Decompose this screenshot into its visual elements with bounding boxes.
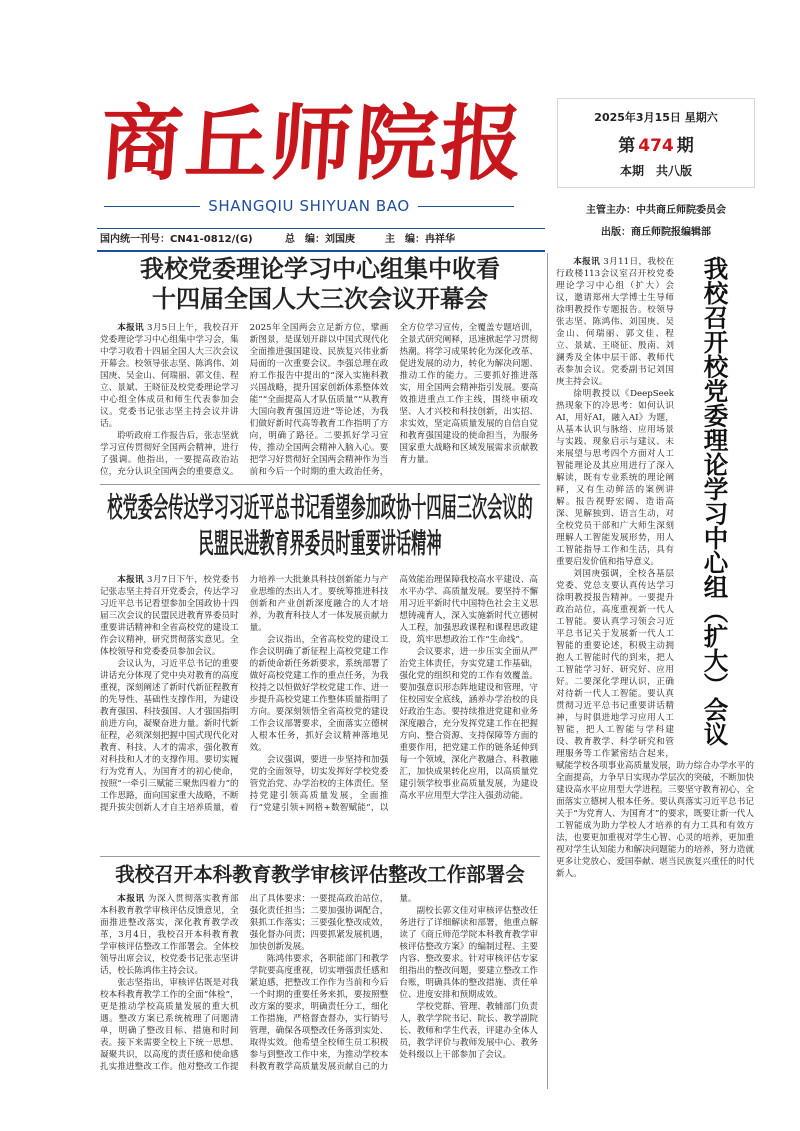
paragraph-text: 3月7日下午，校党委书记张志坚主持召开党委会，传达学习习近平总书记看望参加全国政协十四届三次会议的民盟民进教育界委员时重要讲话精神和全省高校党的建设工作会议精神，研究贯彻落实意见。全体校领导和党委委员参加会议。 (100, 575, 239, 657)
article-divider (100, 484, 540, 485)
pub-editor: 主 编：冉祥华 (385, 234, 455, 245)
article-2-headline (100, 490, 540, 562)
article-paragraph: 会议认为，习近平总书记的重要讲话充分体现了党中央对教育的高度重视，深刻阐述了新时代新征程教育的先导性、基础性支撑作用，为建设教育强国、科技强国、人才强国指明前进方向，凝聚奋进力量。新时代新征程，必须深刻把握中国式现代化对教育、科技、人才的需求，强化教育对科技和人才的支撑作用。要切实履行为党育人、为国育才的初心使命，按照“一牵引三赋能三聚焦四着力”的工作思路，面向国家重大战略，不断提升拔尖创新人才自主培养质量，着力培养一大批兼具科技创新能力与产业思维的杰出人才。要统筹推进科技创新和产业创新深度融合的人才培养，为教育科技人才一体发展贡献力量。 (100, 575, 389, 813)
issue-suffix: 期 (676, 136, 694, 156)
article-paragraph: 聆听政府工作报告后，张志坚就学习宣传贯彻好全国两会精神，进行了强调。他指出，一要提高政治站位，充分认识全国两会的重要意义。2025年全国两会立足新方位，擘画新图景，是谋划开辟以中国式现代化全面推进强国建设、民族复兴伟业新局面的一次重要会议。李强总理在政府工作报告中提出的“深入实施科教兴国战略，提升国家创新体系整体效能”“全面提高人才队伍质量”“从教育大国向教育强国迈进”等论述，为我们做好新时代高等教育工作指明了方向，明确了路径。二要抓好学习宣传，推动全国两会精神入脑入心。要把学习好贯彻好全国两会精神作为当前和今后一个时期的重大政治任务，全方位学习宣传，全覆盖专题培训，全景式研究阐释，迅速掀起学习贯彻热潮。将学习成果转化为深化改革、促进发展的动力，转化为解决问题、推动工作的能力。三要抓好推进落实，用全国两会精神指引发展。要高效推进重点工作主线，围绕申硕攻坚、人才兴校和科技创新，出实招、求实效，坚定高质量发展的自信自觉和教育强国建设的使命担当，为服务国家重大战略和区域发展需求贡献教育力量。 (100, 323, 538, 477)
issue-sponsor: 主管主办：中共商丘师院委员会 (586, 205, 726, 216)
headline-line: 十四届全国人大三次会议开幕会 (152, 285, 488, 313)
headline-line-wrap (100, 490, 540, 526)
issue-number: 474 (638, 136, 674, 156)
article-1-body (100, 322, 538, 480)
pub-cn-number: 国内统一刊号：CN41-0812/(G) (100, 234, 253, 245)
article-paragraph: 学校党群、管理、教辅部门负责人，教学学院书记、院长、教学副院长、教师和学生代表，评建办全体人员，教学评价与教师发展中心、教务处科级以上干部参加了会议。 (399, 1002, 538, 1060)
article-paragraph (100, 322, 239, 430)
masthead-pinyin: SHANGQIU SHIYUAN BAO (208, 197, 410, 215)
pinyin-right-rule (418, 206, 514, 207)
paragraph-text: 3月5日上午，我校召开党委理论学习中心组集中学习会，集中学习收看十四届全国人大三次会议开幕会。校领导张志坚、陈鸿伟、刘国庚、吴金山、何瑞丽、郭文佳、程立、景斌、王晓征及校党委理论学习中心组全体成员和师生代表参加会议。党委书记张志坚主持会议并讲话。 (100, 323, 239, 429)
article-paragraph: 会议指出，全省高校党的建设工作会议明确了新征程上高校党建工作的新使命新任务新要求，系统部署了做好高校党建工作的重点任务，为我校持之以恒做好学校党建工作、进一步提升高校党建工作整体质量指明了方向。要深刻领悟全省高校党的建设工作会议部署要求，全面落实立德树人根本任务，抓好会议精神落地见效。 (249, 635, 389, 753)
pub-info-top-rule (97, 228, 545, 229)
headline-line: 我校党委理论学习中心组集中收看 (140, 255, 500, 283)
sidebar-article (556, 256, 754, 1089)
paragraph-text: 3月11日，我校在行政楼113会议室召开校党委理论学习中心组（扩大）会议，邀请郑州大学博士生导师徐明教授作专题报告。校领导张志坚、陈鸿伟、刘国庚、吴金山、何瑞丽、郭文佳、程立、景斌、王晓征、殷南、刘澜秀及全体中层干部、教师代表参加会议。党委副书记刘国庚主持会议。 (556, 257, 674, 387)
issue-publisher: 出版：商丘师院报编辑部 (601, 227, 711, 238)
headline-line-wrap (100, 526, 540, 562)
dateline: 本报讯 (117, 575, 144, 585)
sidebar-divider (547, 253, 548, 1089)
article-1-headline (100, 254, 540, 314)
dateline: 本报讯 (117, 894, 145, 904)
article-paragraph: 徐明教授以《DeepSeek热现象下的冷思考：如何认识AI，用好AI，融入AI》为题，从基本认识与脉络、应用场景与实践、现象启示与建议、未来展望与思考四个方面对人工智能理论及其应用进行了深入解读，既有专业系统的理论阐释，又有生动鲜活的案例讲解。报告视野宏阔、造诣高深、见解独到、语言生动，对全校党员干部和广大师生深刻理解人工智能发展形势，用人工智能指导工作和生活，具有重要启发价值和指导意义。 (556, 389, 674, 567)
pinyin-left-rule (104, 206, 200, 207)
headline-line: 民盟民进教育界委员时重要讲话精神 (198, 527, 442, 560)
issue-info-box (557, 98, 755, 244)
article-paragraph: 副校长郭文佳对审核评估整改任务进行了详细解读和部署，他重点解读了《商丘师范学院本科教育教学审核评估整改方案》的编制过程、主要内容、整改要求。针对审核评估专家组指出的整改问题，要建立整改工作台账，明确具体的整改措施、责任单位、进度安排和预期成效。 (399, 906, 538, 1000)
article-paragraph (100, 893, 239, 977)
headline-line: 校党委会传达学习习近平总书记看望参加政协十四届三次会议的 (107, 491, 533, 524)
masthead-pinyin-row (104, 196, 514, 216)
article-paragraph (100, 574, 239, 658)
article-2-body (100, 574, 538, 851)
issue-number-line (557, 131, 755, 156)
issue-page-count: 本期 共八版 (619, 164, 692, 178)
article-divider (100, 856, 540, 857)
article-3-body (100, 893, 538, 1089)
article-paragraph: 会议要求，进一步压实全面从严治党主体责任，夯实党建工作基础，强化党的组织和党的工作有效覆盖。要加强意识形态阵地建设和管理，守住校园安全底线，涵养办学治校的良好政治生态。要持续推进党建和业务深度融合，充分发挥党建工作在把握方向、整合资源、支持保障等方面的重要作用，把党建工作的链条延伸到每一个领域，深化产教融合、科教融汇，加快成果转化应用，以高质量党建引领学校事业高质量发展，为建设高水平应用型大学注入强劲动能。 (399, 647, 538, 801)
article-paragraph: 张志坚指出，审核评估既是对我校本科教育教学工作的全面“体检”，更是推动学校高质量发展的重大机遇。整改方案已系统梳理了问题清单，明确了整改目标、措施和时间表。接下来需要全校上下统一思想、凝聚共识，以高度的责任感和使命感扎实推进整改工作。他对整改工作提出了具体要求：一要提高政治站位，强化责任担当；二要加强协调配合，狠抓工作落实；三要强化整改成效，强化督办问责；四要抓紧发展机遇，加快创新发展。 (100, 894, 389, 1072)
paragraph-text: 为深入贯彻落实教育部本科教育教学审核评估反馈意见，全面推进整改落实，深化教育教学改革，3月4日，我校召开本科教育教学审核评估整改工作部署会。全体校领导出席会议，校党委书记张志坚讲话，校长陈鸿伟主持会议。 (100, 894, 239, 976)
pub-info-row (100, 233, 545, 247)
pub-info-bottom-rule (97, 250, 545, 252)
dateline: 本报讯 (573, 257, 601, 267)
sidebar-headline: 我校召开校党委理论学习中心组（扩大）会议 (700, 256, 730, 746)
masthead-title: 商丘师院报 (97, 96, 529, 192)
article-paragraph: 陈鸿伟要求，各职能部门和教学学院要高度重视，切实增强责任感和紧迫感，把整改工作作为当前和今后一个时期的重要任务来抓，要按照整改方案的要求，明确责任分工，细化工作措施，严格督查督办，实行销号管理，确保各项整改任务落到实处、取得实效。他希望全校师生员工积极参与到整改工作中来，为推动学校本科教育教学高质量发展贡献自己的力量。 (249, 894, 417, 1072)
issue-date: 2025年3月15日 星期六 (594, 111, 718, 124)
issue-prefix: 第 (618, 136, 636, 156)
pub-chief-editor: 总 编：刘国庚 (285, 234, 355, 245)
dateline: 本报讯 (117, 323, 144, 333)
article-paragraph: 刘国庚强调，全校各基层党委、党总支要认真传达学习徐明教授报告精神。一要提升政治站位，高度重视新一代人工智能。要认真学习领会习近平总书记关于发展新一代人工智能的重要论述，积极主动拥抱人工智能时代的到来，把人工智能学习好、研究好、应用好。二要深化学理认识，正确对待新一代人工智能。要认真贯彻习近平总书记重要讲话精神，与时俱进地学习应用人工智能，把人工智能与学科建设、教育教学、科学研究和管理服务等工作紧密结合起来，赋能学校各项事业高质量发展，助力综合办学水平的全面提高，力争早日实现办学层次的突破，不断加快建设高水平应用型大学进程。三要坚守教育初心，全面落实立德树人根本任务。要认真落实习近平总书记关于“为党育人、为国育才”的要求，既要让新一代人工智能成为助力学校人才培养的有力工具和有效方法，也要更加重视对学生心智、心灵的培养，更加重视对学生认知能力和解决问题能力的培养，努力造就更多让党放心、爱国奉献、堪当民族复兴重任的时代新人。 (556, 569, 754, 879)
article-3-headline: 我校召开本科教育教学审核评估整改工作部署会 (115, 863, 525, 886)
sidebar-headline-box (674, 256, 754, 752)
article-paragraph: 会议强调，要进一步坚持和加强党的全面领导，切实发挥好学校党委管党治党、办学治校的主体责任。坚持党建引领高质量发展，全面推行“党建引领+网格+数智赋能”，以高效能治理保障我校高水平建设、高水平办学、高质量发展。要坚持不懈用习近平新时代中国特色社会主义思想铸魂育人，深入实施新时代立德树人工程，加强思政课程和课程思政建设，筑牢思想政治工作“生命线”。 (249, 575, 538, 813)
